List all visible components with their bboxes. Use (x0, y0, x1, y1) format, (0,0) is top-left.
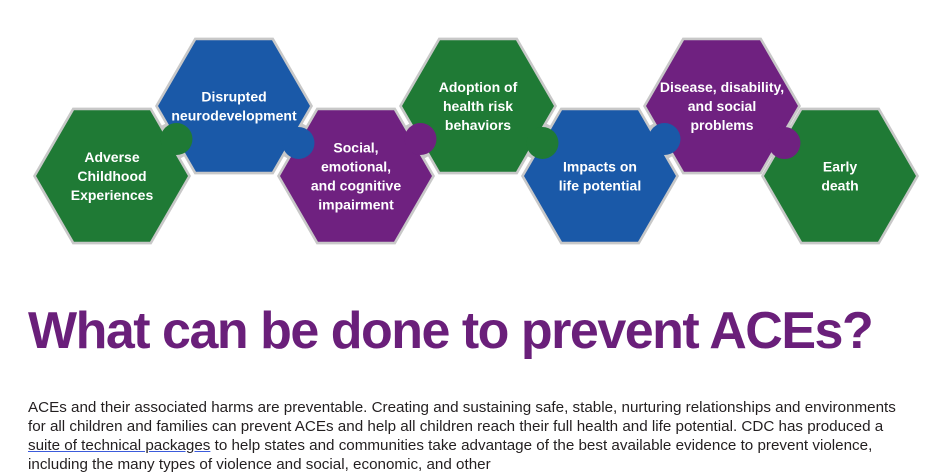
hex-label-social: Social, (333, 139, 379, 156)
paragraph-text-start: ACEs and their associated harms are preventable. Creating and sustaining safe, stable, nurturing relationships and environments for all children and families can prevent ACEs and help all children reach their full health and life potential. CDC has produced a (28, 399, 896, 435)
hex-label-aces: Experiences (70, 187, 154, 203)
connector-knob-0 (160, 123, 192, 155)
hex-label-death: death (821, 177, 859, 194)
hex-label-aces: Childhood (77, 168, 147, 184)
hex-label-death: Early (822, 158, 858, 175)
hex-label-neuro: neurodevelopment (171, 107, 297, 124)
hex-label-life-potential: life potential (558, 177, 642, 194)
connector-knob-2 (404, 123, 436, 155)
connector-knob-3 (526, 127, 558, 159)
hex-label-neuro: Disrupted (201, 88, 267, 105)
hex-label-aces: Adverse (84, 149, 140, 165)
hex-label-life-potential: Impacts on (563, 158, 637, 175)
technical-packages-link[interactable]: suite of technical packages (28, 437, 211, 454)
hex-label-health-risk: health risk (442, 98, 514, 114)
hex-label-disease: Disease, disability, (659, 79, 785, 95)
hex-label-disease: problems (690, 117, 754, 133)
connector-knob-1 (282, 127, 314, 159)
page-title: What can be done to prevent ACEs? (28, 302, 873, 360)
paragraph-text-end: to help states and communities take advantage of the best available evidence to prevent violence, including the many types of violence and social, economic, and other (28, 437, 873, 473)
hex-label-health-risk: Adoption of (438, 79, 518, 95)
hex-label-social: emotional, (320, 158, 392, 175)
body-paragraph (28, 398, 908, 474)
hex-label-social: and cognitive (310, 177, 402, 194)
hex-label-social: impairment (318, 196, 394, 213)
connector-knob-5 (768, 127, 800, 159)
hex-label-disease: and social (687, 98, 757, 114)
hex-label-health-risk: behaviors (444, 117, 512, 133)
connector-knob-4 (648, 123, 680, 155)
